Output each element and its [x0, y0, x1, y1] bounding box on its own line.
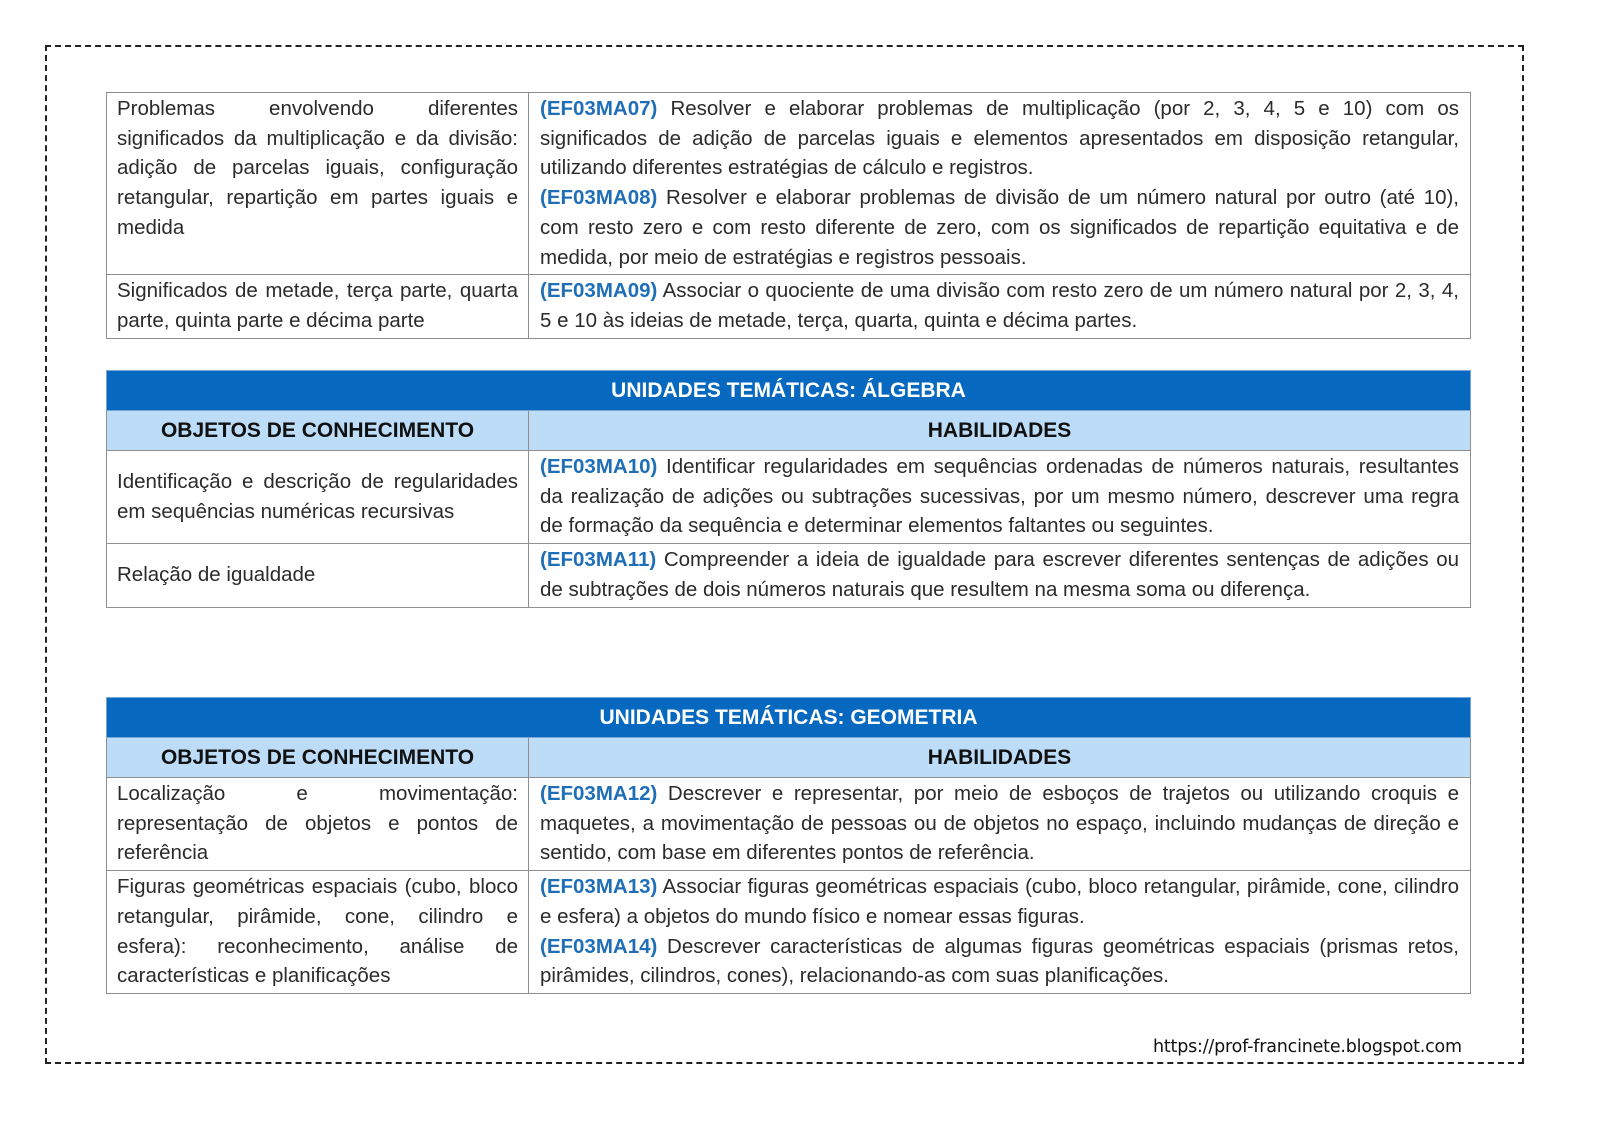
skill-text: Associar o quociente de uma divisão com resto zero de um número natural por 2, 3, 4, 5 e 10 às ideias de metade, terça, quarta, quinta e décima partes.	[540, 279, 1459, 332]
skills-cell	[529, 778, 1471, 871]
knowledge-object-cell: Relação de igualdade	[107, 544, 529, 607]
knowledge-object-cell: Significados de metade, terça parte, quarta parte, quinta parte e décima parte	[107, 275, 529, 338]
table-row	[107, 93, 1471, 275]
skill-text: Associar figuras geométricas espaciais (cubo, bloco retangular, pirâmide, cone, cilindro e esfera) a objetos do mundo físico e nomear essas figuras.	[540, 875, 1459, 928]
table-header-row	[107, 738, 1471, 778]
skills-cell	[529, 93, 1471, 275]
numbers-table-continuation	[106, 92, 1471, 339]
skill-item	[540, 452, 1459, 541]
skill-item	[540, 779, 1459, 868]
skill-code: (EF03MA12)	[540, 782, 658, 805]
table-row	[107, 544, 1471, 607]
skill-item	[540, 872, 1459, 931]
skills-cell	[529, 871, 1471, 994]
table-row	[107, 451, 1471, 544]
knowledge-object-cell: Localização e movimentação: representação de objetos e pontos de referência	[107, 778, 529, 871]
skill-code: (EF03MA10)	[540, 455, 658, 478]
knowledge-object-cell: Identificação e descrição de regularidades em sequências numéricas recursivas	[107, 451, 529, 544]
knowledge-object-cell: Figuras geométricas espaciais (cubo, bloco retangular, pirâmide, cone, cilindro e esfera): reconhecimento, análise de características e planificações	[107, 871, 529, 994]
skill-code: (EF03MA09)	[540, 279, 658, 303]
column-header-objects: OBJETOS DE CONHECIMENTO	[107, 411, 529, 451]
skill-item	[540, 545, 1459, 604]
column-header-skills: HABILIDADES	[529, 738, 1471, 778]
skill-text: Identificar regularidades em sequências ordenadas de números naturais, resultantes da realização de adições ou subtrações sucessivas, por um mesmo número, descrever uma regra de formação da sequência e determinar elementos faltantes ou seguintes.	[540, 455, 1460, 538]
skill-item	[540, 94, 1459, 183]
column-header-skills: HABILIDADES	[529, 411, 1471, 451]
table-row	[107, 275, 1471, 338]
table-header-row	[107, 411, 1471, 451]
algebra-table	[106, 370, 1471, 608]
skill-item	[540, 276, 1459, 335]
geometry-table	[106, 697, 1471, 994]
skill-code: (EF03MA07)	[540, 97, 658, 120]
table-row	[107, 778, 1471, 871]
skill-text: Compreender a ideia de igualdade para escrever diferentes sentenças de adições ou de subtrações de dois números naturais que resultem na mesma soma ou diferença.	[540, 548, 1460, 601]
skill-code: (EF03MA08)	[540, 186, 658, 210]
skill-code: (EF03MA11)	[540, 548, 657, 572]
skills-cell	[529, 544, 1471, 607]
skill-item	[540, 932, 1459, 991]
skill-text: Descrever e representar, por meio de esboços de trajetos ou utilizando croquis e maquetes, a movimentação de pessoas ou de objetos no espaço, incluindo mudanças de direção e sentido, com base em diferentes pontos de referência.	[540, 782, 1459, 865]
skills-cell	[529, 275, 1471, 338]
skill-item	[540, 183, 1459, 272]
skill-text: Resolver e elaborar problemas de divisão de um número natural por outro (até 10), com resto zero e com resto diferente de zero, com os significados de repartição equitativa e de medida, por meio de estratégias e registros pessoais.	[540, 186, 1459, 269]
table-row	[107, 871, 1471, 994]
skill-text: Descrever características de algumas figuras geométricas espaciais (prismas retos, pirâmides, cilindros, cones), relacionando-as com suas planificações.	[540, 934, 1459, 988]
skill-code: (EF03MA13)	[540, 875, 658, 899]
column-header-objects: OBJETOS DE CONHECIMENTO	[107, 738, 529, 778]
footer-url: https://prof-francinete.blogspot.com	[1153, 1037, 1462, 1057]
skills-cell	[529, 451, 1471, 544]
table-title: UNIDADES TEMÁTICAS: ÁLGEBRA	[107, 371, 1471, 411]
table-title: UNIDADES TEMÁTICAS: GEOMETRIA	[107, 698, 1471, 738]
skill-text: Resolver e elaborar problemas de multiplicação (por 2, 3, 4, 5 e 10) com os significados de adição de parcelas iguais e elementos apresentados em disposição retangular, utilizando diferentes estratégias de cálculo e registros.	[540, 97, 1459, 180]
skill-code: (EF03MA14)	[540, 934, 658, 958]
knowledge-object-cell: Problemas envolvendo diferentes significados da multiplicação e da divisão: adição de parcelas iguais, configuração retangular, repartição em partes iguais e medida	[107, 93, 529, 275]
